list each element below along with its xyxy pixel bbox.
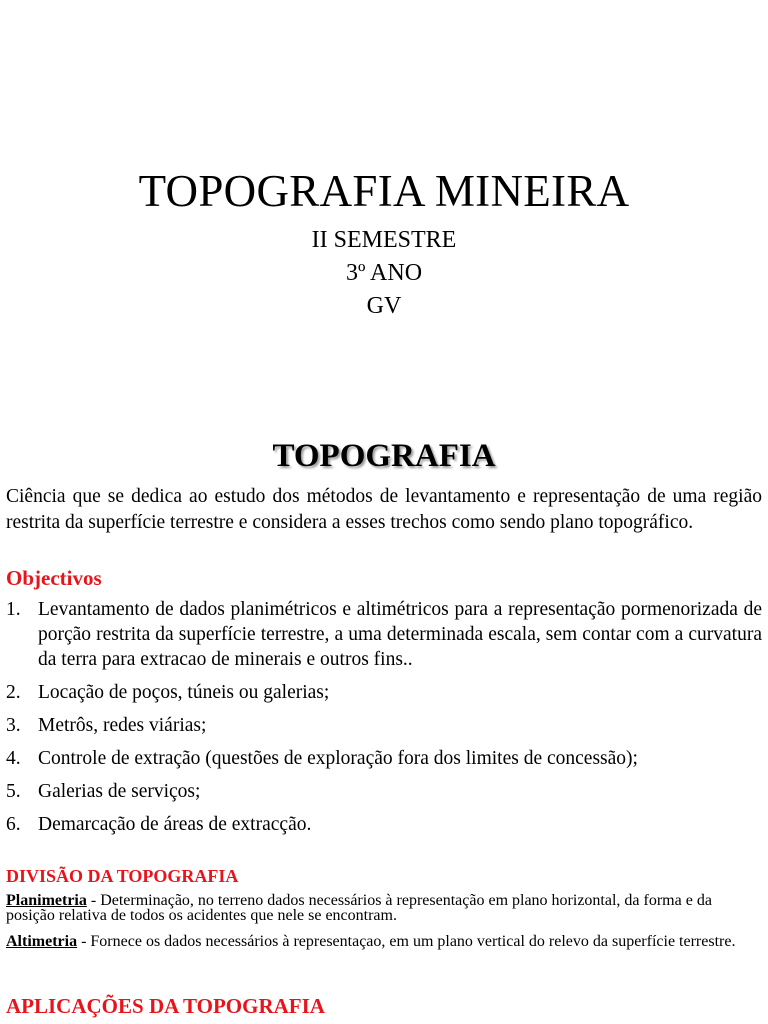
list-item-number: 5.	[6, 781, 21, 802]
year-label: 3º ANO	[345, 260, 423, 286]
list-item-text: Levantamento de dados planimétricos e altimétricos para a representação pormenorizada de porção restrita da superfície terrestre, a uma determinada escala, sem contar com a curvatura da terra para extracao de minerais e outros fins..	[38, 599, 762, 670]
objectives-heading: Objectivos	[6, 566, 102, 590]
altimetria-text: - Fornece os dados necessários à representaçao, em um plano vertical do relevo da superfície terrestre.	[77, 933, 736, 950]
list-item-text: Galerias de serviços;	[38, 781, 201, 802]
altimetria-term: Altimetria	[6, 933, 78, 950]
list-item-text: Demarcação de áreas de extracção.	[38, 814, 312, 835]
list-item-text: Locação de poços, túneis ou galerias;	[38, 682, 330, 703]
list-item-number: 1.	[6, 599, 21, 620]
aplicacoes-heading: APLICAÇÕES DA TOPOGRAFIA	[6, 994, 325, 1018]
list-item-number: 4.	[6, 748, 21, 769]
list-item-number: 3.	[6, 715, 21, 736]
list-item	[6, 812, 762, 837]
list-item-text: Metrôs, redes viárias;	[38, 715, 207, 736]
list-item-text: Controle de extração (questões de exploração fora dos limites de concessão);	[38, 748, 638, 769]
list-item	[6, 680, 762, 705]
list-item	[6, 746, 762, 771]
list-item	[6, 713, 762, 738]
list-item	[6, 597, 762, 672]
objectives-list	[6, 597, 762, 845]
divisao-heading: DIVISÃO DA TOPOGRAFIA	[6, 866, 239, 886]
planimetria-term: Planimetria	[6, 892, 87, 909]
group-label: GV	[366, 293, 402, 319]
section-heading-topografia: TOPOGRAFIA	[272, 438, 496, 474]
document-title: TOPOGRAFIA MINEIRA	[138, 166, 630, 216]
planimetria-text: - Determinação, no terreno dados necessários à representação em plano horizontal, da forma e da posição relativa de todos os acidentes que nele se encontram.	[6, 892, 712, 924]
list-item-number: 6.	[6, 814, 21, 835]
planimetria-definition	[6, 893, 751, 923]
altimetria-definition	[6, 934, 751, 949]
list-item	[6, 779, 762, 804]
intro-paragraph: Ciência que se dedica ao estudo dos métodos de levantamento e representação de uma região restrita da superfície terrestre e considera a esses trechos como sendo plano topográfico.	[6, 486, 762, 533]
semester-label: II SEMESTRE	[311, 227, 457, 253]
list-item-number: 2.	[6, 682, 21, 703]
